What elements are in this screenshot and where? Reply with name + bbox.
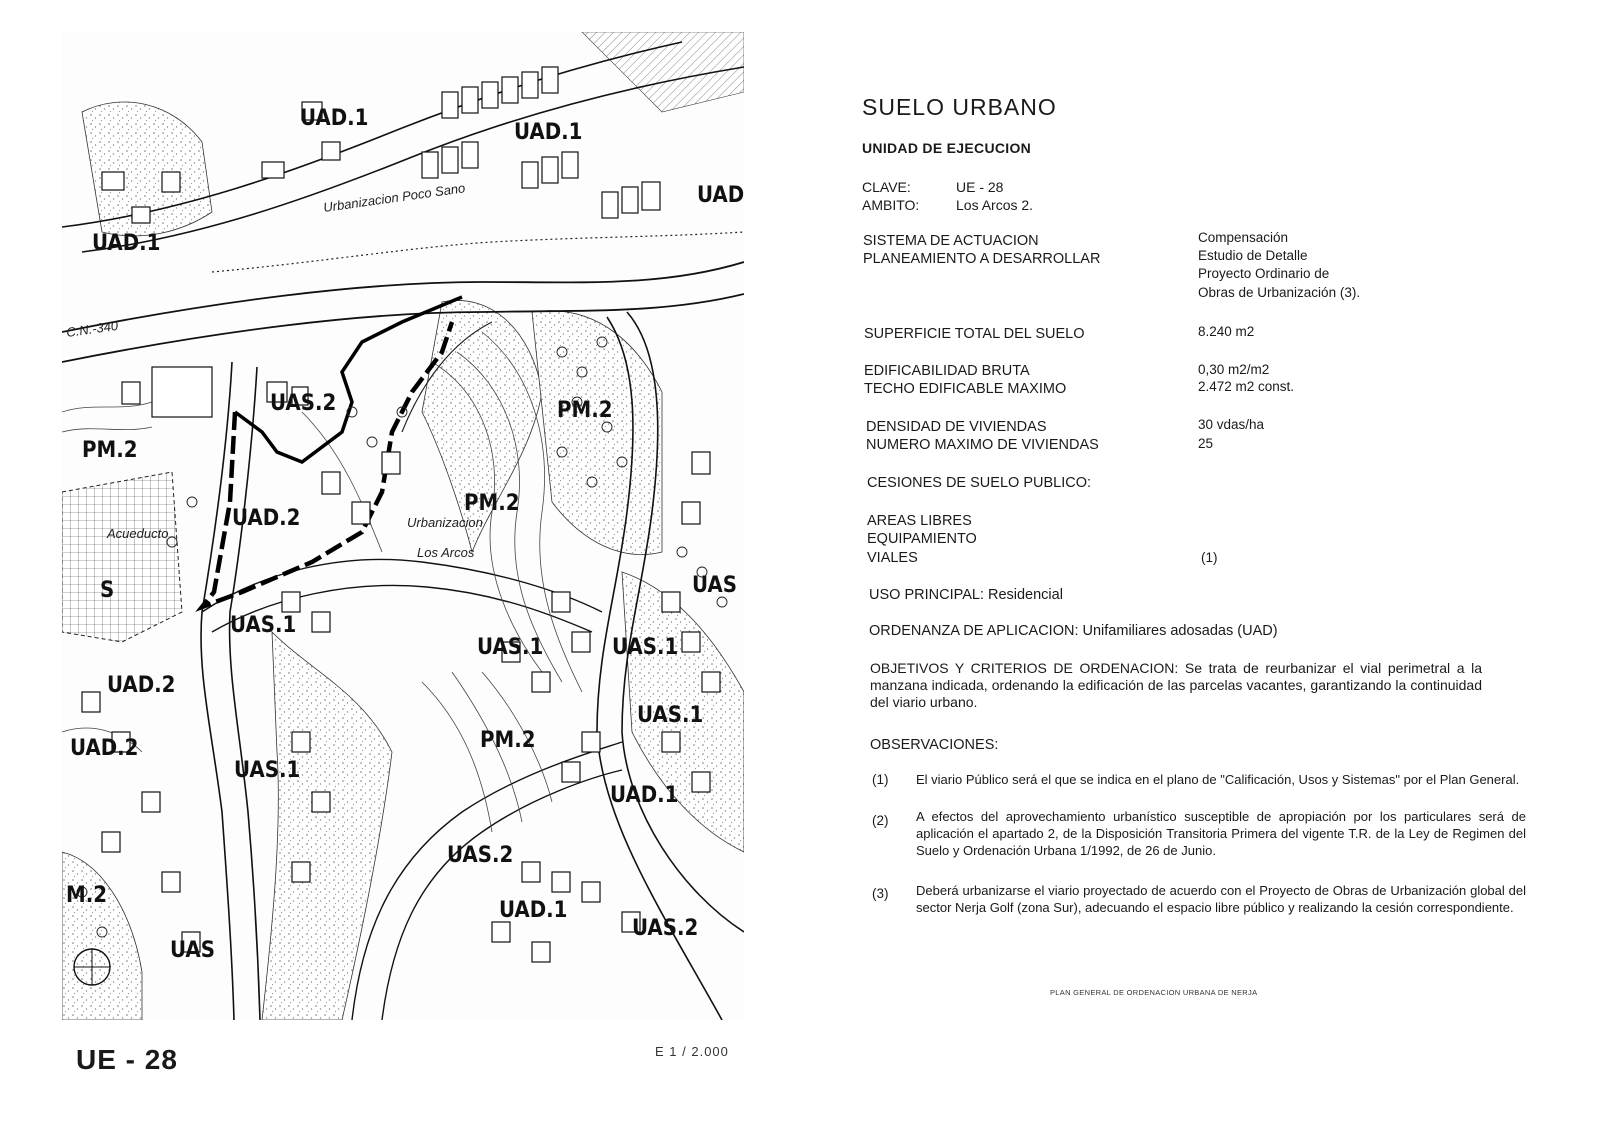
clave-label: CLAVE: bbox=[862, 179, 911, 195]
sistema-value-1: Compensación bbox=[1198, 230, 1289, 245]
zone-label: UAD.1 bbox=[514, 120, 583, 145]
ficha-panel bbox=[860, 0, 1580, 1135]
zone-label: UAD.1 bbox=[499, 898, 568, 923]
numero-value: 25 bbox=[1198, 436, 1214, 451]
zone-label: UAS.1 bbox=[612, 635, 679, 660]
superficie-label: SUPERFICIE TOTAL DEL SUELO bbox=[864, 326, 1085, 342]
zone-label: UAD.2 bbox=[107, 673, 176, 698]
urban-plan-map bbox=[62, 32, 744, 1020]
areas-libres-label: AREAS LIBRES bbox=[867, 513, 972, 529]
zone-label: UAS.2 bbox=[447, 843, 514, 868]
zone-label: M.2 bbox=[66, 883, 107, 908]
zone-label: UAD.1 bbox=[92, 231, 161, 256]
techo-label: TECHO EDIFICABLE MAXIMO bbox=[864, 381, 1067, 397]
sistema-value-3: Proyecto Ordinario de bbox=[1198, 266, 1330, 281]
sistema-label: SISTEMA DE ACTUACION bbox=[863, 233, 1039, 249]
numero-label: NUMERO MAXIMO DE VIVIENDAS bbox=[866, 437, 1099, 453]
place-label: Acueducto bbox=[107, 526, 169, 541]
note-text: A efectos del aprovechamiento urbanístico susceptible de apropiación por los particulares será de aplicación el apartado 2, de la Disposición Transitoria Primera del vigente T.R. de la Ley de Regimen del Suelo y Ordenación Urbana 1/1992, de 26 de Junio. bbox=[916, 809, 1526, 858]
note-number: (1) bbox=[872, 772, 889, 787]
zone-label: S bbox=[100, 578, 115, 603]
zone-label: PM.2 bbox=[557, 398, 613, 423]
zone-label: PM.2 bbox=[464, 491, 520, 516]
viales-label: VIALES bbox=[867, 550, 918, 566]
note-text: El viario Público será el que se indica en el plano de "Calificación, Usos y Sistemas" por el Plan General. bbox=[916, 772, 1520, 787]
place-label: C.N.-340 bbox=[65, 317, 119, 340]
ambito-label: AMBITO: bbox=[862, 197, 920, 213]
ambito-value: Los Arcos 2. bbox=[956, 197, 1034, 213]
techo-value: 2.472 m2 const. bbox=[1198, 379, 1295, 394]
map-drawing bbox=[62, 32, 744, 1020]
planeamiento-label: PLANEAMIENTO A DESARROLLAR bbox=[863, 251, 1101, 267]
clave-value: UE - 28 bbox=[956, 179, 1004, 195]
sheet-code: UE - 28 bbox=[76, 1044, 178, 1075]
cesiones-label: CESIONES DE SUELO PUBLICO: bbox=[867, 475, 1092, 491]
page-subtitle: UNIDAD DE EJECUCION bbox=[862, 140, 1032, 156]
zone-label: PM.2 bbox=[82, 438, 138, 463]
densidad-label: DENSIDAD DE VIVIENDAS bbox=[866, 419, 1047, 435]
zone-label: PM.2 bbox=[480, 728, 536, 753]
zone-label: UAS.2 bbox=[632, 916, 699, 941]
zone-label: UAD bbox=[697, 183, 744, 208]
zone-label: UAD.2 bbox=[70, 736, 139, 761]
uso-principal: USO PRINCIPAL: Residencial bbox=[869, 587, 1063, 603]
zone-label: UAS.1 bbox=[637, 703, 704, 728]
densidad-value: 30 vdas/ha bbox=[1198, 417, 1265, 432]
superficie-value: 8.240 m2 bbox=[1198, 324, 1255, 339]
zone-label: UAD.1 bbox=[300, 106, 369, 131]
place-label: Los Arcos bbox=[417, 545, 475, 560]
note-text: Deberá urbanizarse el viario proyectado de acuerdo con el Proyecto de Obras de Urbanización global del sector Nerja Golf (zona Sur), adecuando el espacio libre público y realizando la cesión correspondiente. bbox=[916, 883, 1526, 915]
note-number: (2) bbox=[872, 813, 889, 828]
zone-label: UAS.2 bbox=[270, 391, 337, 416]
edificabilidad-value: 0,30 m2/m2 bbox=[1198, 362, 1270, 377]
zone-label: UAD.1 bbox=[610, 783, 679, 808]
viales-value: (1) bbox=[1201, 550, 1218, 565]
page-title: SUELO URBANO bbox=[862, 94, 1057, 120]
place-label: Urbanizacion Poco Sano bbox=[322, 180, 467, 215]
grid-hatched-area bbox=[62, 472, 182, 642]
observaciones-label: OBSERVACIONES: bbox=[870, 737, 999, 753]
zone-label: UAS bbox=[692, 573, 737, 598]
zone-label: UAS.1 bbox=[477, 635, 544, 660]
objetivos-paragraph: OBJETIVOS Y CRITERIOS DE ORDENACION: Se trata de reurbanizar el vial perimetral a la manzana indicada, ordenando la edificación de las parcelas vacantes, garantizando la continuidad del viario urbano. bbox=[870, 660, 1482, 710]
map-scale: E 1 / 2.000 bbox=[655, 1044, 729, 1059]
ordenanza: ORDENANZA DE APLICACION: Unifamiliares adosadas (UAD) bbox=[869, 623, 1278, 639]
edificabilidad-label: EDIFICABILIDAD BRUTA bbox=[864, 363, 1030, 379]
place-label: Urbanizacion bbox=[407, 515, 483, 530]
zone-label: UAS bbox=[170, 938, 215, 963]
equipamiento-label: EQUIPAMIENTO bbox=[867, 531, 977, 547]
zone-label: UAD.2 bbox=[232, 506, 301, 531]
sistema-value-2: Estudio de Detalle bbox=[1198, 248, 1308, 263]
zone-label: UAS.1 bbox=[234, 758, 301, 783]
zone-label: UAS.1 bbox=[230, 613, 297, 638]
note-number: (3) bbox=[872, 886, 889, 901]
sistema-value-4: Obras de Urbanización (3). bbox=[1198, 285, 1361, 300]
footer-plan-name: PLAN GENERAL DE ORDENACION URBANA DE NERJA bbox=[1050, 988, 1258, 997]
